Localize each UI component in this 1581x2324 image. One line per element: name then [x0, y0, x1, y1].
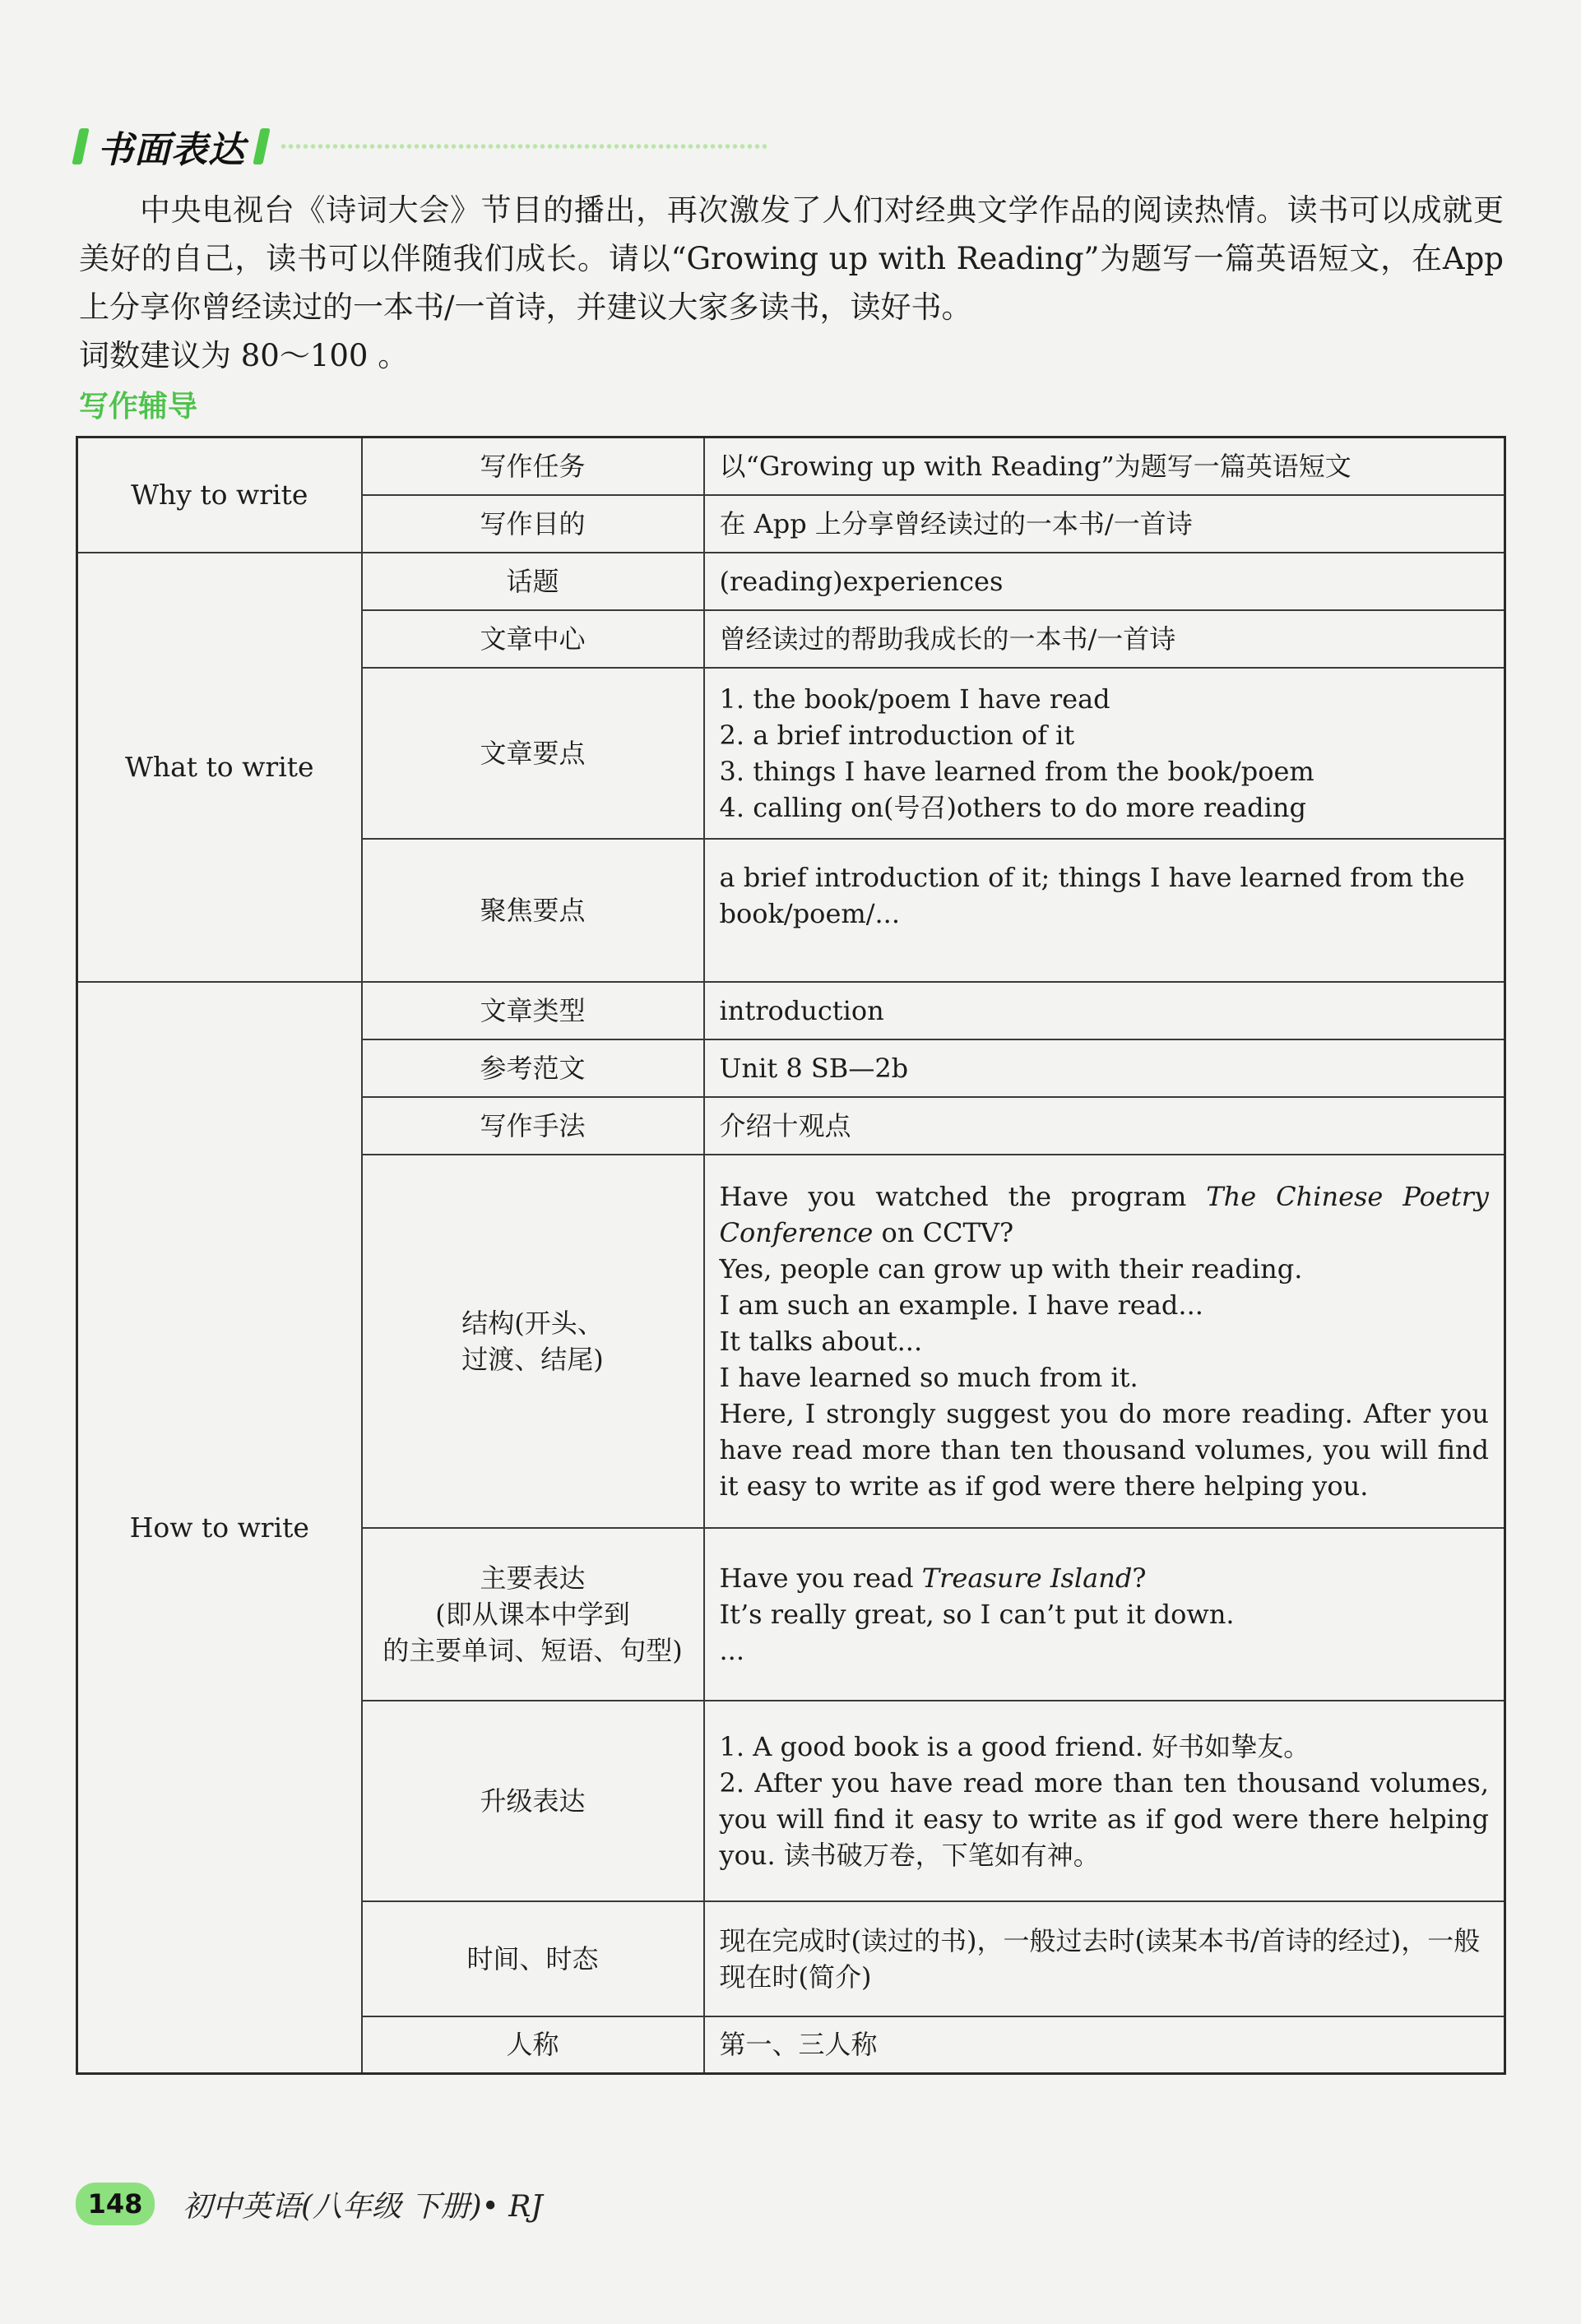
text: ? — [1132, 1562, 1147, 1594]
word-count-note: 词数建议为 80～100 。 — [79, 338, 409, 373]
list-item: 3. things I have learned from the book/poem — [719, 755, 1314, 787]
row-label: 话题 — [362, 553, 704, 610]
row-content: (reading)experiences — [704, 553, 1505, 610]
row-content: a brief introduction of it; things I have learned from the book/poem/... — [704, 839, 1505, 982]
list-item: ... — [719, 1634, 745, 1666]
writing-prompt — [79, 186, 1504, 380]
list-item: I have learned so much from it. — [719, 1361, 1138, 1393]
row-label: 时间、时态 — [362, 1901, 704, 2016]
program-title: The Chinese Poetry Conference — [719, 1180, 1490, 1248]
list-item: 2. a brief introduction of it — [719, 719, 1075, 751]
row-content: 在 App 上分享曾经读过的一本书/一首诗 — [704, 495, 1505, 553]
section-how: How to write — [77, 982, 362, 2074]
section-what: What to write — [77, 553, 362, 982]
row-label — [362, 1528, 704, 1701]
list-item: 4. calling on(号召)others to do more reading — [719, 791, 1306, 823]
row-label: 聚焦要点 — [362, 839, 704, 982]
row-content — [704, 1701, 1505, 1901]
label-line: 结构(开头、 — [461, 1307, 604, 1339]
label-line: (即从课本中学到 — [435, 1598, 630, 1630]
page-footer — [76, 2183, 543, 2225]
writing-guide-table — [76, 436, 1506, 2075]
row-label: 升级表达 — [362, 1701, 704, 1901]
text: Have you watched the program — [719, 1180, 1207, 1212]
row-content: 现在完成时(读过的书)，一般过去时(读某本书/首诗的经过)，一般现在时(简介) — [704, 1901, 1505, 2016]
row-label: 写作目的 — [362, 495, 704, 553]
dotted-divider — [280, 141, 767, 151]
row-content — [704, 1155, 1505, 1528]
page-number: 148 — [76, 2183, 155, 2225]
section-title: 书面表达 — [97, 129, 245, 171]
table-row — [77, 982, 1505, 1039]
row-label: 写作任务 — [362, 437, 704, 495]
list-item: 1. the book/poem I have read — [719, 683, 1110, 715]
row-label: 写作手法 — [362, 1097, 704, 1155]
guide-heading: 写作辅导 — [79, 390, 198, 424]
label-line: 的主要单词、短语、句型) — [382, 1634, 683, 1666]
header-accent-bar-left — [72, 128, 89, 164]
section-header — [76, 120, 767, 173]
row-label: 人称 — [362, 2016, 704, 2074]
row-content — [704, 668, 1505, 839]
book-title: Treasure Island — [921, 1562, 1133, 1594]
table-row — [77, 553, 1505, 610]
list-item: I am such an example. I have read... — [719, 1289, 1203, 1321]
structure-closing: Here, I strongly suggest you do more reading. After you have read more than ten thousand volumes, you will find it easy to write as if god were there helping you. — [719, 1397, 1489, 1502]
row-content: 以“Growing up with Reading”为题写一篇英语短文 — [704, 437, 1505, 495]
row-label: 文章中心 — [362, 610, 704, 668]
text: Have you read — [719, 1562, 922, 1594]
label-line: 过渡、结尾) — [461, 1343, 604, 1375]
row-content: introduction — [704, 982, 1505, 1039]
row-label — [362, 1155, 704, 1528]
expression-question — [720, 1560, 1490, 1596]
row-content — [704, 1528, 1505, 1701]
row-content: 第一、三人称 — [704, 2016, 1505, 2074]
section-why: Why to write — [77, 437, 362, 553]
row-label: 文章类型 — [362, 982, 704, 1039]
list-item: 1. A good book is a good friend. 好书如挚友。 — [719, 1730, 1310, 1762]
row-label: 文章要点 — [362, 668, 704, 839]
table-row — [77, 437, 1505, 495]
list-item: It’s really great, so I can’t put it down. — [719, 1598, 1235, 1630]
row-content: 曾经读过的帮助我成长的一本书/一首诗 — [704, 610, 1505, 668]
list-item: It talks about... — [719, 1325, 923, 1357]
row-content: Unit 8 SB—2b — [704, 1039, 1505, 1097]
row-label: 参考范文 — [362, 1039, 704, 1097]
text: on CCTV? — [873, 1216, 1014, 1248]
row-content: 介绍十观点 — [704, 1097, 1505, 1155]
book-title-footer: 初中英语(八年级 下册)• RJ — [183, 2189, 543, 2224]
label-line: 主要表达 — [480, 1562, 586, 1594]
header-accent-bar-right — [253, 128, 270, 164]
list-item: Yes, people can grow up with their reading. — [719, 1252, 1303, 1285]
structure-opening — [720, 1178, 1490, 1251]
prompt-paragraph: 中央电视台《诗词大会》节目的播出，再次激发了人们对经典文学作品的阅读热情。读书可以成就更美好的自己，读书可以伴随我们成长。请以“Growing up with Reading”为题写一篇英语短文，在App上分享你曾经读过的一本书/一首诗，并建议大家多读书，读好书。 — [79, 192, 1504, 325]
list-item: 2. After you have read more than ten thousand volumes, you will find it easy to write as if god were there helping you. 读书破万卷，下笔如有神。 — [719, 1766, 1489, 1871]
